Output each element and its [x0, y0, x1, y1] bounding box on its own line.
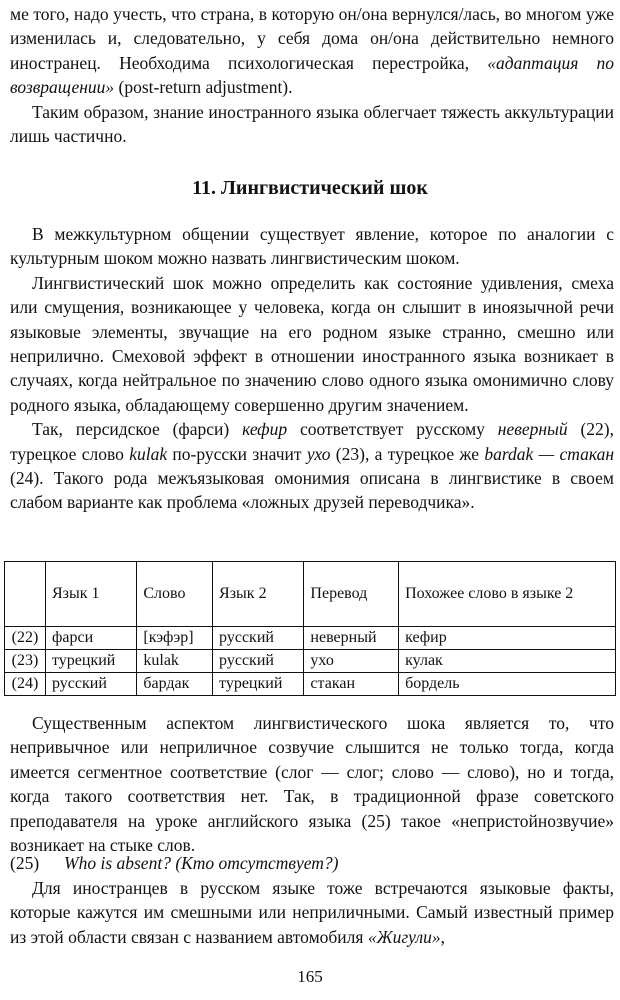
table-cell: (22) [5, 627, 46, 650]
table-header-cell [5, 562, 46, 627]
table-cell: турецкий [46, 650, 137, 673]
paragraph-intro: В межкультурном общении существует явление, которое по аналогии с культурным шоком можно назвать лингвистическим шоком. [10, 224, 614, 269]
table-row [5, 627, 616, 650]
table-header-row [5, 562, 616, 627]
example-25 [10, 851, 339, 875]
final-paragraph [10, 876, 614, 949]
table-cell: [кэфэр] [137, 627, 213, 650]
table-cell: (23) [5, 650, 46, 673]
table-cell: неверный [304, 627, 399, 650]
page-number: 165 [297, 967, 323, 986]
example-text: Who is absent? (Кто отсутствует?) [64, 853, 339, 873]
paragraph-acculturation: Таким образом, знание иностранного языка облегчает тяжесть аккультурации лишь частично. [10, 101, 614, 147]
after-table-paragraph [10, 711, 614, 857]
table-cell: (24) [5, 673, 46, 696]
paragraph-definition: Лингвистический шок можно определить как состояние удивления, смеха или смущения, возникающее у человека, когда он слышит в иноязычной речи языковые элементы, звучащие на его родном языке странно, смешно или неприлично. Смеховой эффект в отношении иностранного языка возникает в случаях, когда нейтральное по значению слово одного языка омонимично слову родного языка, обладающему совершенно другим значением. [10, 272, 614, 415]
table-header-cell: Перевод [304, 562, 399, 627]
table-row [5, 673, 616, 696]
intro-paragraphs [10, 222, 614, 515]
table-cell: кулак [399, 650, 616, 673]
table-cell: русский [213, 627, 304, 650]
example-number: (25) [10, 853, 40, 873]
table-header-cell: Похожее слово в языке 2 [399, 562, 616, 627]
paragraph-continuation: ме того, надо учесть, что страна, в которую он/она вернулся/лась, во многом уже изменилась и, следовательно, у себя дома он/она действительно немного иностранец. Необходима психологическая перестройка, «адаптация по возвращении» (post-return adjustment). [10, 4, 615, 98]
paragraph-foreigners: Для иностранцев в русском языке тоже встречаются языковые факты, которые кажутся им смешными или неприличными. Самый известный пример из этой области связан с названием автомобиля «Жигули», [10, 878, 614, 947]
table-cell: кефир [399, 627, 616, 650]
table-cell: бордель [399, 673, 616, 696]
homonym-table [4, 561, 616, 696]
table-cell: ухо [304, 650, 399, 673]
table-cell: бардак [137, 673, 213, 696]
table-cell: турецкий [213, 673, 304, 696]
table-cell: русский [213, 650, 304, 673]
paragraph-segmental: Существенным аспектом лингвистического шока является то, что непривычное или неприличное созвучие слышится не только тогда, когда имеется сегментное соответствие (слог — слог; слово — слово), но и тогда, когда такого соответствия нет. Так, в традиционной фразе советского преподавателя на уроке английского языка (25) такое «непристойнозвучие» возникает на стыке слов. [10, 713, 614, 856]
table-cell: стакан [304, 673, 399, 696]
table-header-cell: Язык 2 [213, 562, 304, 627]
table-header-cell: Язык 1 [46, 562, 137, 627]
table-cell: фарси [46, 627, 137, 650]
top-paragraphs [10, 2, 614, 148]
table-cell: kulak [137, 650, 213, 673]
table-row [5, 650, 616, 673]
italic-term: «адаптация по возвращении» [10, 52, 615, 98]
table-cell: русский [46, 673, 137, 696]
table-header-cell: Слово [137, 562, 213, 627]
paragraph-examples: Так, персидское (фарси) кефир соответствует русскому неверный (22), турецкое слово kulak по-русски значит ухо (23), а турецкое же bardak — стакан (24). Такого рода межъязыковая омонимия описана в лингвистике в своем слабом варианте как проблема «ложных друзей переводчика». [10, 419, 615, 513]
section-heading: 11. Лингвистический шок [192, 177, 428, 199]
